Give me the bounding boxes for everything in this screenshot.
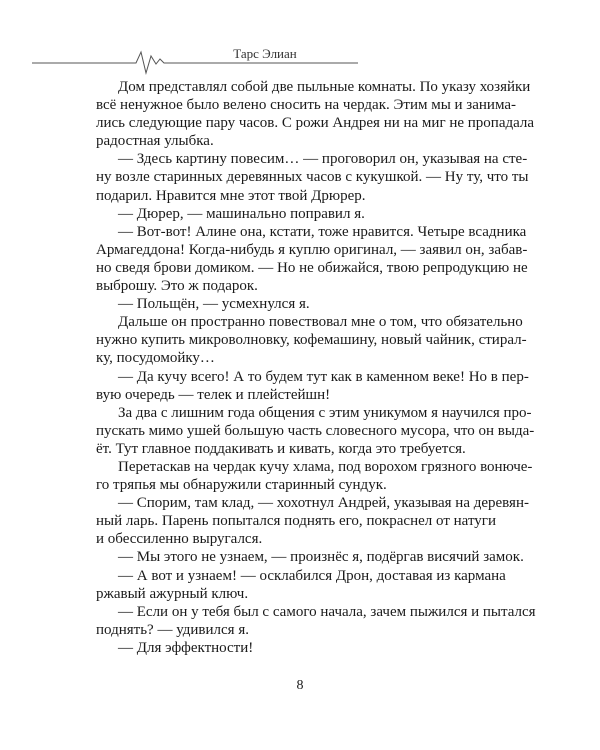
text-line: и обессиленно выругался. bbox=[96, 531, 263, 548]
heartbeat-rule-icon bbox=[0, 0, 600, 80]
text-line: ку, посудомойку… bbox=[96, 350, 215, 367]
text-line: радостная улыбка. bbox=[96, 133, 214, 150]
text-line: — А вот и узнаем! — осклабился Дрон, доставая из кармана bbox=[118, 567, 506, 584]
paragraph bbox=[96, 567, 506, 603]
paragraph bbox=[96, 313, 527, 367]
text-line: — Дюрер, — машинально поправил я. bbox=[118, 205, 365, 222]
text-line: всё ненужное было велено сносить на чердак. Этим мы и занима- bbox=[96, 97, 516, 114]
text-line: но сведя брови домиком. — Но не обижайся, твою репродукцию не bbox=[96, 259, 528, 276]
text-line: — Вот-вот! Алине она, кстати, тоже нравится. Четыре всадника bbox=[118, 223, 527, 240]
running-title: Тарс Элиан bbox=[233, 46, 297, 61]
text-line: го тряпья мы обнаружили старинный сундук. bbox=[96, 477, 387, 494]
text-line: ёт. Тут главное поддакивать и кивать, когда это требуется. bbox=[96, 440, 466, 457]
text-line: ржавый ажурный ключ. bbox=[96, 585, 249, 602]
text-line: поднять? — удивился я. bbox=[96, 621, 249, 638]
text-line: нужно купить микроволновку, кофемашину, новый чайник, стирал- bbox=[96, 332, 527, 349]
text-line: Дом представлял собой две пыльные комнаты. По указу хозяйки bbox=[118, 79, 531, 95]
paragraph bbox=[96, 205, 496, 223]
text-line: пускать мимо ушей большую часть словесного мусора, что он выда- bbox=[96, 422, 535, 439]
paragraph bbox=[96, 368, 529, 404]
paragraph bbox=[96, 404, 535, 458]
text-line: подарил. Нравится мне этот твой Дрюрер. bbox=[96, 187, 366, 204]
text-line: За два с лишним года общения с этим уникумом я научился про- bbox=[118, 404, 532, 421]
paragraph bbox=[96, 223, 528, 295]
text-line: — Мы этого не узнаем, — произнёс я, подёргав висячий замок. bbox=[118, 549, 524, 566]
text-line: — Для эффектности! bbox=[118, 639, 254, 656]
paragraph bbox=[96, 78, 535, 150]
paragraph bbox=[96, 548, 524, 566]
paragraph bbox=[96, 494, 529, 548]
text-line: Перетаскав на чердак кучу хлама, под ворохом грязного вонюче- bbox=[118, 458, 533, 475]
page-number: 8 bbox=[296, 678, 304, 693]
text-line: — Польщён, — усмехнулся я. bbox=[118, 296, 310, 313]
body-text bbox=[96, 78, 536, 657]
text-line: — Здесь картину повесим… — проговорил он, указывая на сте- bbox=[118, 151, 528, 168]
paragraph bbox=[96, 458, 533, 494]
text-line: вую очередь — телек и плейстейшн! bbox=[96, 386, 331, 403]
text-line: Дальше он пространно повествовал мне о том, что обязательно bbox=[118, 314, 523, 331]
text-line: ный ларь. Парень попытался поднять его, покраснел от натуги bbox=[96, 513, 496, 530]
paragraph bbox=[96, 150, 529, 204]
text-line: ну возле старинных деревянных часов с кукушкой. — Ну ту, что ты bbox=[96, 169, 529, 186]
paragraph bbox=[96, 295, 496, 313]
text-line: Армагеддона! Когда-нибудь я куплю оригинал, — заявил он, забав- bbox=[96, 241, 528, 258]
text-line: — Если он у тебя был с самого начала, зачем пыжился и пытался bbox=[118, 603, 536, 620]
running-header bbox=[0, 0, 600, 80]
text-line: — Спорим, там клад, — хохотнул Андрей, указывая на деревян- bbox=[118, 495, 529, 512]
text-line: — Да кучу всего! А то будем тут как в каменном веке! Но в пер- bbox=[118, 368, 529, 385]
paragraph bbox=[96, 639, 496, 657]
paragraph bbox=[96, 603, 536, 639]
text-line: лись следующие пару часов. С рожи Андрея ни на миг не пропадала bbox=[96, 115, 535, 132]
text-line: выброшу. Это ж подарок. bbox=[96, 278, 258, 295]
